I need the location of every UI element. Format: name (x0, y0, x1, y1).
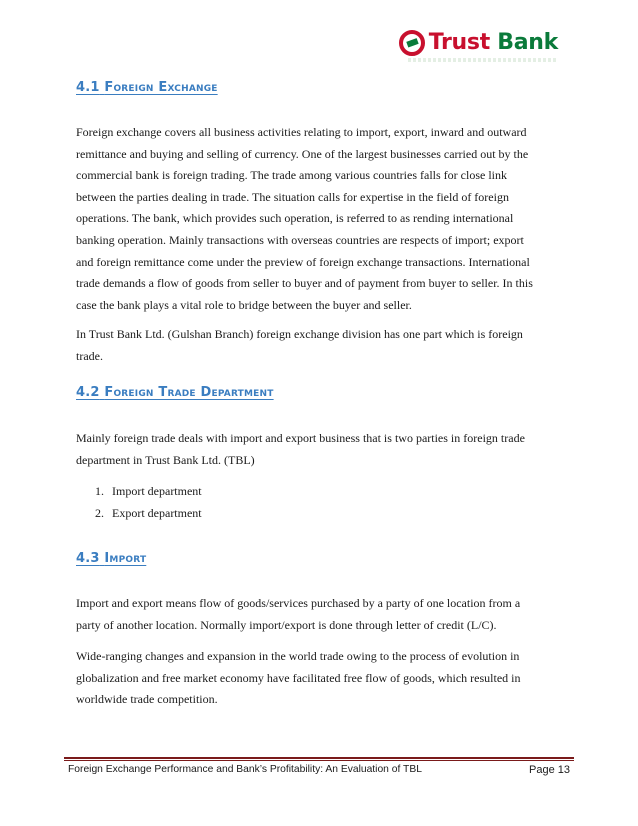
paragraph-4-2-a (76, 428, 556, 471)
heading-4-3-number: 4.3 (76, 551, 100, 566)
heading-4-1-number: 4.1 (76, 80, 100, 95)
text-line: worldwide trade competition. (76, 692, 218, 707)
list-item-number: 1. (95, 484, 104, 498)
text-line: trade. (76, 348, 103, 363)
list-item (95, 503, 202, 525)
list-item (95, 481, 202, 503)
paragraph-4-1-b (76, 324, 556, 367)
heading-4-3-title: Import (104, 551, 147, 566)
heading-4-2-number: 4.2 (76, 385, 100, 400)
text-line: banking operation. Mainly transactions with overseas countries are respects of import; export (76, 232, 524, 247)
trust-bank-logo (399, 30, 558, 56)
footer-title: Foreign Exchange Performance and Bank’s Profitability: An Evaluation of TBL (68, 764, 422, 775)
logo-text-bank: Bank (497, 30, 558, 55)
text-line: party of another location. Normally import/export is done through letter of credit (L/C). (76, 617, 497, 632)
list-item-text: Export department (112, 505, 202, 520)
text-line: between the parties dealing in trade. The situation calls for expertise in the field of foreign (76, 189, 509, 204)
text-line: Wide-ranging changes and expansion in the world trade owing to the process of evolution in (76, 649, 520, 663)
text-line: Foreign exchange covers all business activities relating to import, export, inward and outward (76, 125, 527, 139)
logo-text (429, 30, 558, 56)
text-line: case the bank plays a vital role to bridge between the buyer and seller. (76, 297, 412, 312)
text-line: globalization and free market economy have facilitated free flow of goods, which resulted in (76, 670, 521, 685)
text-line: operations. The bank, which provides such operation, is referred to as rending international (76, 211, 514, 226)
text-line: trade demands a flow of goods from seller to buyer and of payment from buyer to seller. In this (76, 276, 533, 291)
paragraph-4-3-b (76, 646, 556, 711)
text-line: Mainly foreign trade deals with import and export business that is two parties in foreign trade (76, 431, 525, 445)
trust-bank-logo-icon (399, 30, 425, 56)
logo-text-trust: Trust (428, 30, 490, 55)
heading-4-1-title: Foreign Exchange (104, 80, 218, 95)
text-line: department in Trust Bank Ltd. (TBL) (76, 452, 255, 467)
paragraph-4-3-a (76, 593, 556, 636)
text-line: In Trust Bank Ltd. (Gulshan Branch) foreign exchange division has one part which is foreign (76, 327, 523, 341)
text-line: commercial bank is foreign trading. The trade among various countries falls for close link (76, 168, 507, 183)
heading-4-2 (76, 385, 274, 400)
list-item-number: 2. (95, 505, 104, 520)
text-line: Import and export means flow of goods/services purchased by a party of one location from a (76, 596, 521, 610)
footer-rule (64, 757, 574, 759)
list-item-text: Import department (112, 484, 202, 498)
page-number: Page 13 (529, 764, 570, 776)
department-list (95, 481, 202, 524)
text-line: and foreign remittance come under the preview of foreign exchange transactions. International (76, 254, 530, 269)
text-line: remittance and buying and selling of currency. One of the largest businesses carried out by the (76, 146, 529, 161)
footer-rule-thin (64, 760, 574, 761)
paragraph-4-1-a (76, 122, 556, 316)
logo-underline (408, 58, 558, 62)
heading-4-3 (76, 551, 146, 566)
heading-4-1 (76, 80, 218, 95)
heading-4-2-title: Foreign Trade Department (104, 385, 274, 400)
